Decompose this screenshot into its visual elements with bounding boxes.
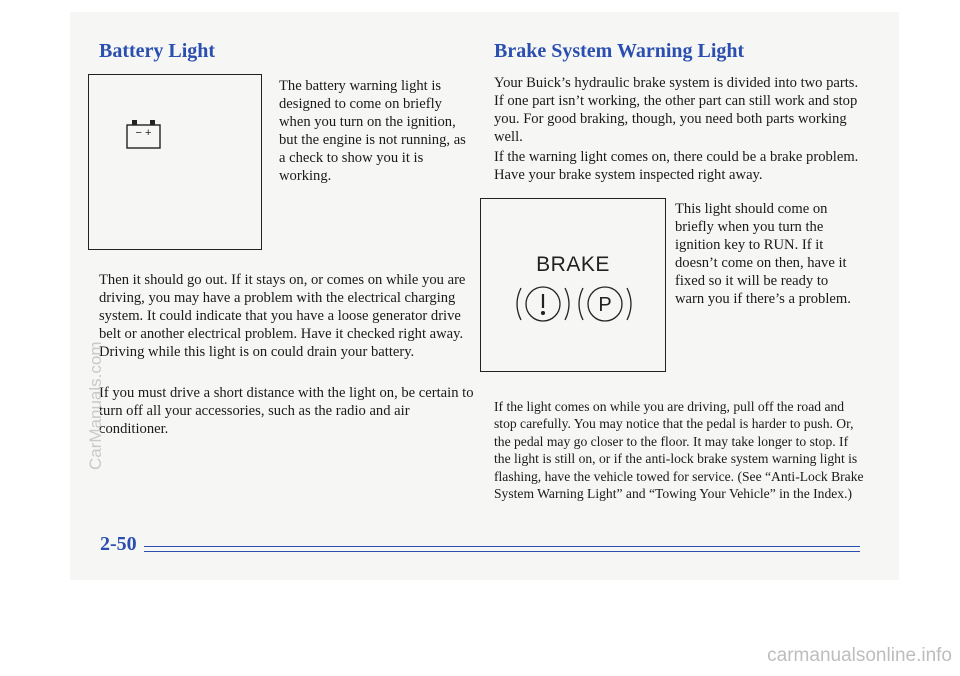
brake-warning-icons bbox=[481, 199, 665, 371]
footer-rule-top bbox=[144, 546, 860, 547]
brake-warning-paragraph-3: If the light comes on while you are driving, pull off the road and stop carefully. You may notice that the pedal is harder to push. Or, the pedal may go closer to the floor. It may take longer to stop. If the light is still on, or if the anti-lock brake system warning light is flashing, have the vehicle towed for service. (See “Anti-Lock Brake System Warning Light” and “Towing Your Vehicle” in the Index.) bbox=[494, 399, 864, 502]
brake-warning-paragraph-2: If the warning light comes on, there could be a brake problem. Have your brake system inspected right away. bbox=[494, 149, 859, 183]
side-watermark: CarManuals.com bbox=[86, 341, 105, 470]
brake-warning-intro: This light should come on briefly when you turn the ignition key to RUN. If it doesn’t come on then, have it fixed so it will be ready to warn you if there’s a problem. bbox=[675, 201, 851, 307]
battery-icon bbox=[89, 75, 261, 249]
footer-rule-bottom bbox=[144, 551, 860, 552]
battery-light-paragraph-1: Then it should go out. If it stays on, or comes on while you are driving, you may have a problem with the electrical charging system. It could indicate that you have a loose generator drive belt or another electrical problem. Have it checked right away. Driving while this light is on could drain your battery. bbox=[99, 272, 466, 360]
battery-terminal-symbols: − + bbox=[135, 127, 152, 139]
brake-warning-heading: Brake System Warning Light bbox=[494, 40, 745, 62]
brake-warning-paragraph-1: Your Buick’s hydraulic brake system is divided into two parts. If one part isn’t working, the other part can still work and stop you. For good braking, though, you need both parts working well. bbox=[494, 75, 859, 145]
bottom-watermark: carmanualsonline.info bbox=[767, 645, 952, 666]
brake-label: BRAKE bbox=[536, 253, 610, 276]
exclamation-circle-icon bbox=[517, 287, 569, 321]
parking-p-circle-icon bbox=[579, 287, 631, 321]
page-number: 2-50 bbox=[100, 533, 137, 555]
battery-light-illustration bbox=[88, 74, 262, 250]
brake-light-illustration bbox=[480, 198, 666, 372]
battery-light-intro: The battery warning light is designed to come on briefly when you turn on the ignition, but the engine is not running, as a check to show you it is working. bbox=[279, 78, 466, 184]
battery-light-heading: Battery Light bbox=[99, 40, 216, 62]
svg-text:P: P bbox=[598, 294, 612, 316]
battery-light-paragraph-2: If you must drive a short distance with the light on, be certain to turn off all your accessories, such as the radio and air conditioner. bbox=[99, 385, 474, 437]
